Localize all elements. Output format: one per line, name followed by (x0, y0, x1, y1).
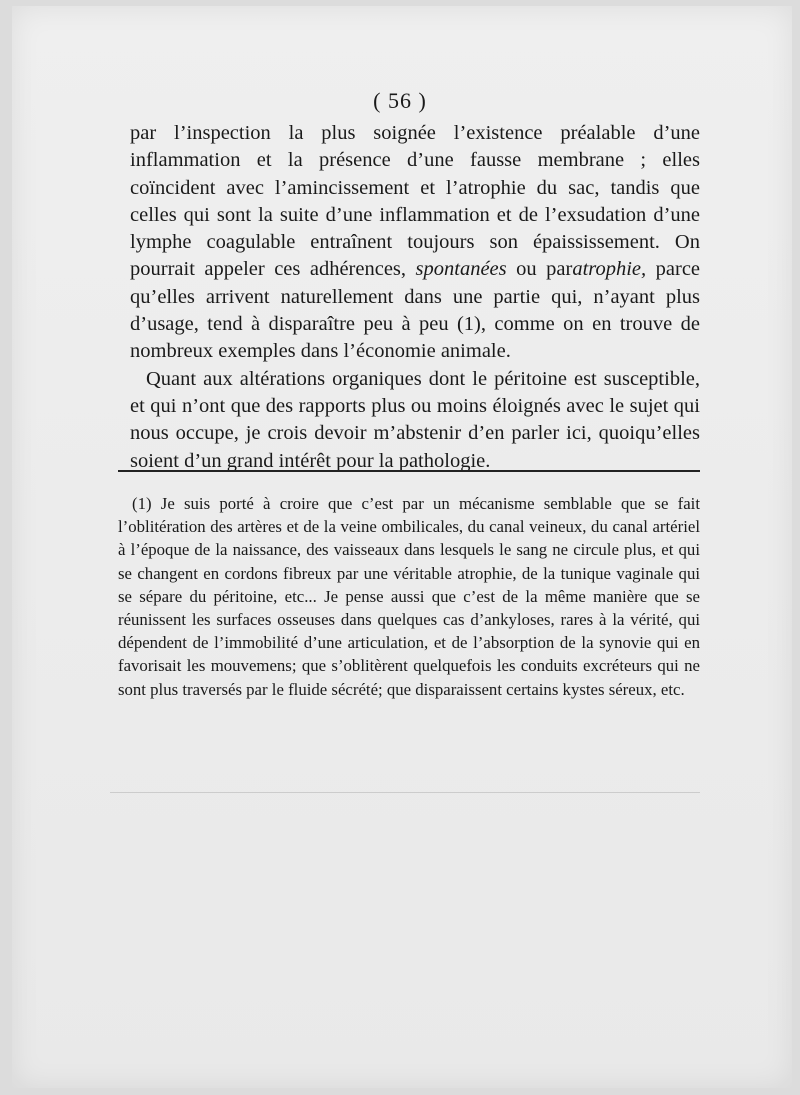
footnote-text: (1) Je suis porté à croire que c’est par un mécanisme semblable que se fait l’oblitération des artères et de la veine ombilicales, du canal veineux, du canal artériel à l’époque de la naissance, des vaisseaux dans lesquels le sang ne circule plus, et qui se changent en cordons fibreux par une véritable atrophie, de la tunique vaginale qui se sépare du péritoine, etc... Je pense aussi que c’est de la même manière que se réunissent les surfaces osseuses dans quelques cas d’ankyloses, rares à la vérité, qui dépendent de l’immobilité d’une articulation, et de l’absorption de la synovie qui en favorisait les mouvemens; que s’oblitèrent quelquefois les conduits excréteurs qui ne sont plus traversés par le fluide sécrété; que disparaissent certains kystes séreux, etc. (118, 494, 700, 699)
paragraph-1-italic-2: atrophie, (572, 258, 647, 281)
bleed-through-rule (110, 792, 700, 793)
page-number: ( 56 ) (373, 88, 427, 113)
footnote-separator (118, 470, 700, 472)
main-text (130, 120, 700, 475)
paragraph-1-italic-1: spontanées (415, 258, 507, 281)
paragraph-1 (130, 120, 700, 366)
paragraph-1-part-1: par l’inspection la plus soignée l’existence préalable d’une inflammation et la présence d’une fausse membrane ; elles coïncident avec l’amincissement et l’atrophie du sac, tandis que celles qui sont la suite d’une inflammation et de l’exsudation d’une lymphe coagulable entraînent toujours son épaississement. On pourrait appeler ces adhérences, (130, 122, 700, 281)
paragraph-2: Quant aux altérations organiques dont le péritoine est susceptible, et qui n’ont que des rapports plus ou moins éloignés avec le sujet qui nous occupe, je crois devoir m’abstenir d’en parler ici, quoiqu’elles soient d’un grand intérêt pour la pathologie. (130, 367, 700, 472)
paragraph-1-part-3: parce qu’elles arrivent naturellement dans une partie qui, n’ayant plus d’usage, tend à disparaître peu à peu (1), comme on en trouve de nombreux exemples dans l’économie animale. (130, 258, 701, 363)
footnote (118, 492, 700, 701)
paragraph-1-part-2: ou par (516, 258, 573, 281)
